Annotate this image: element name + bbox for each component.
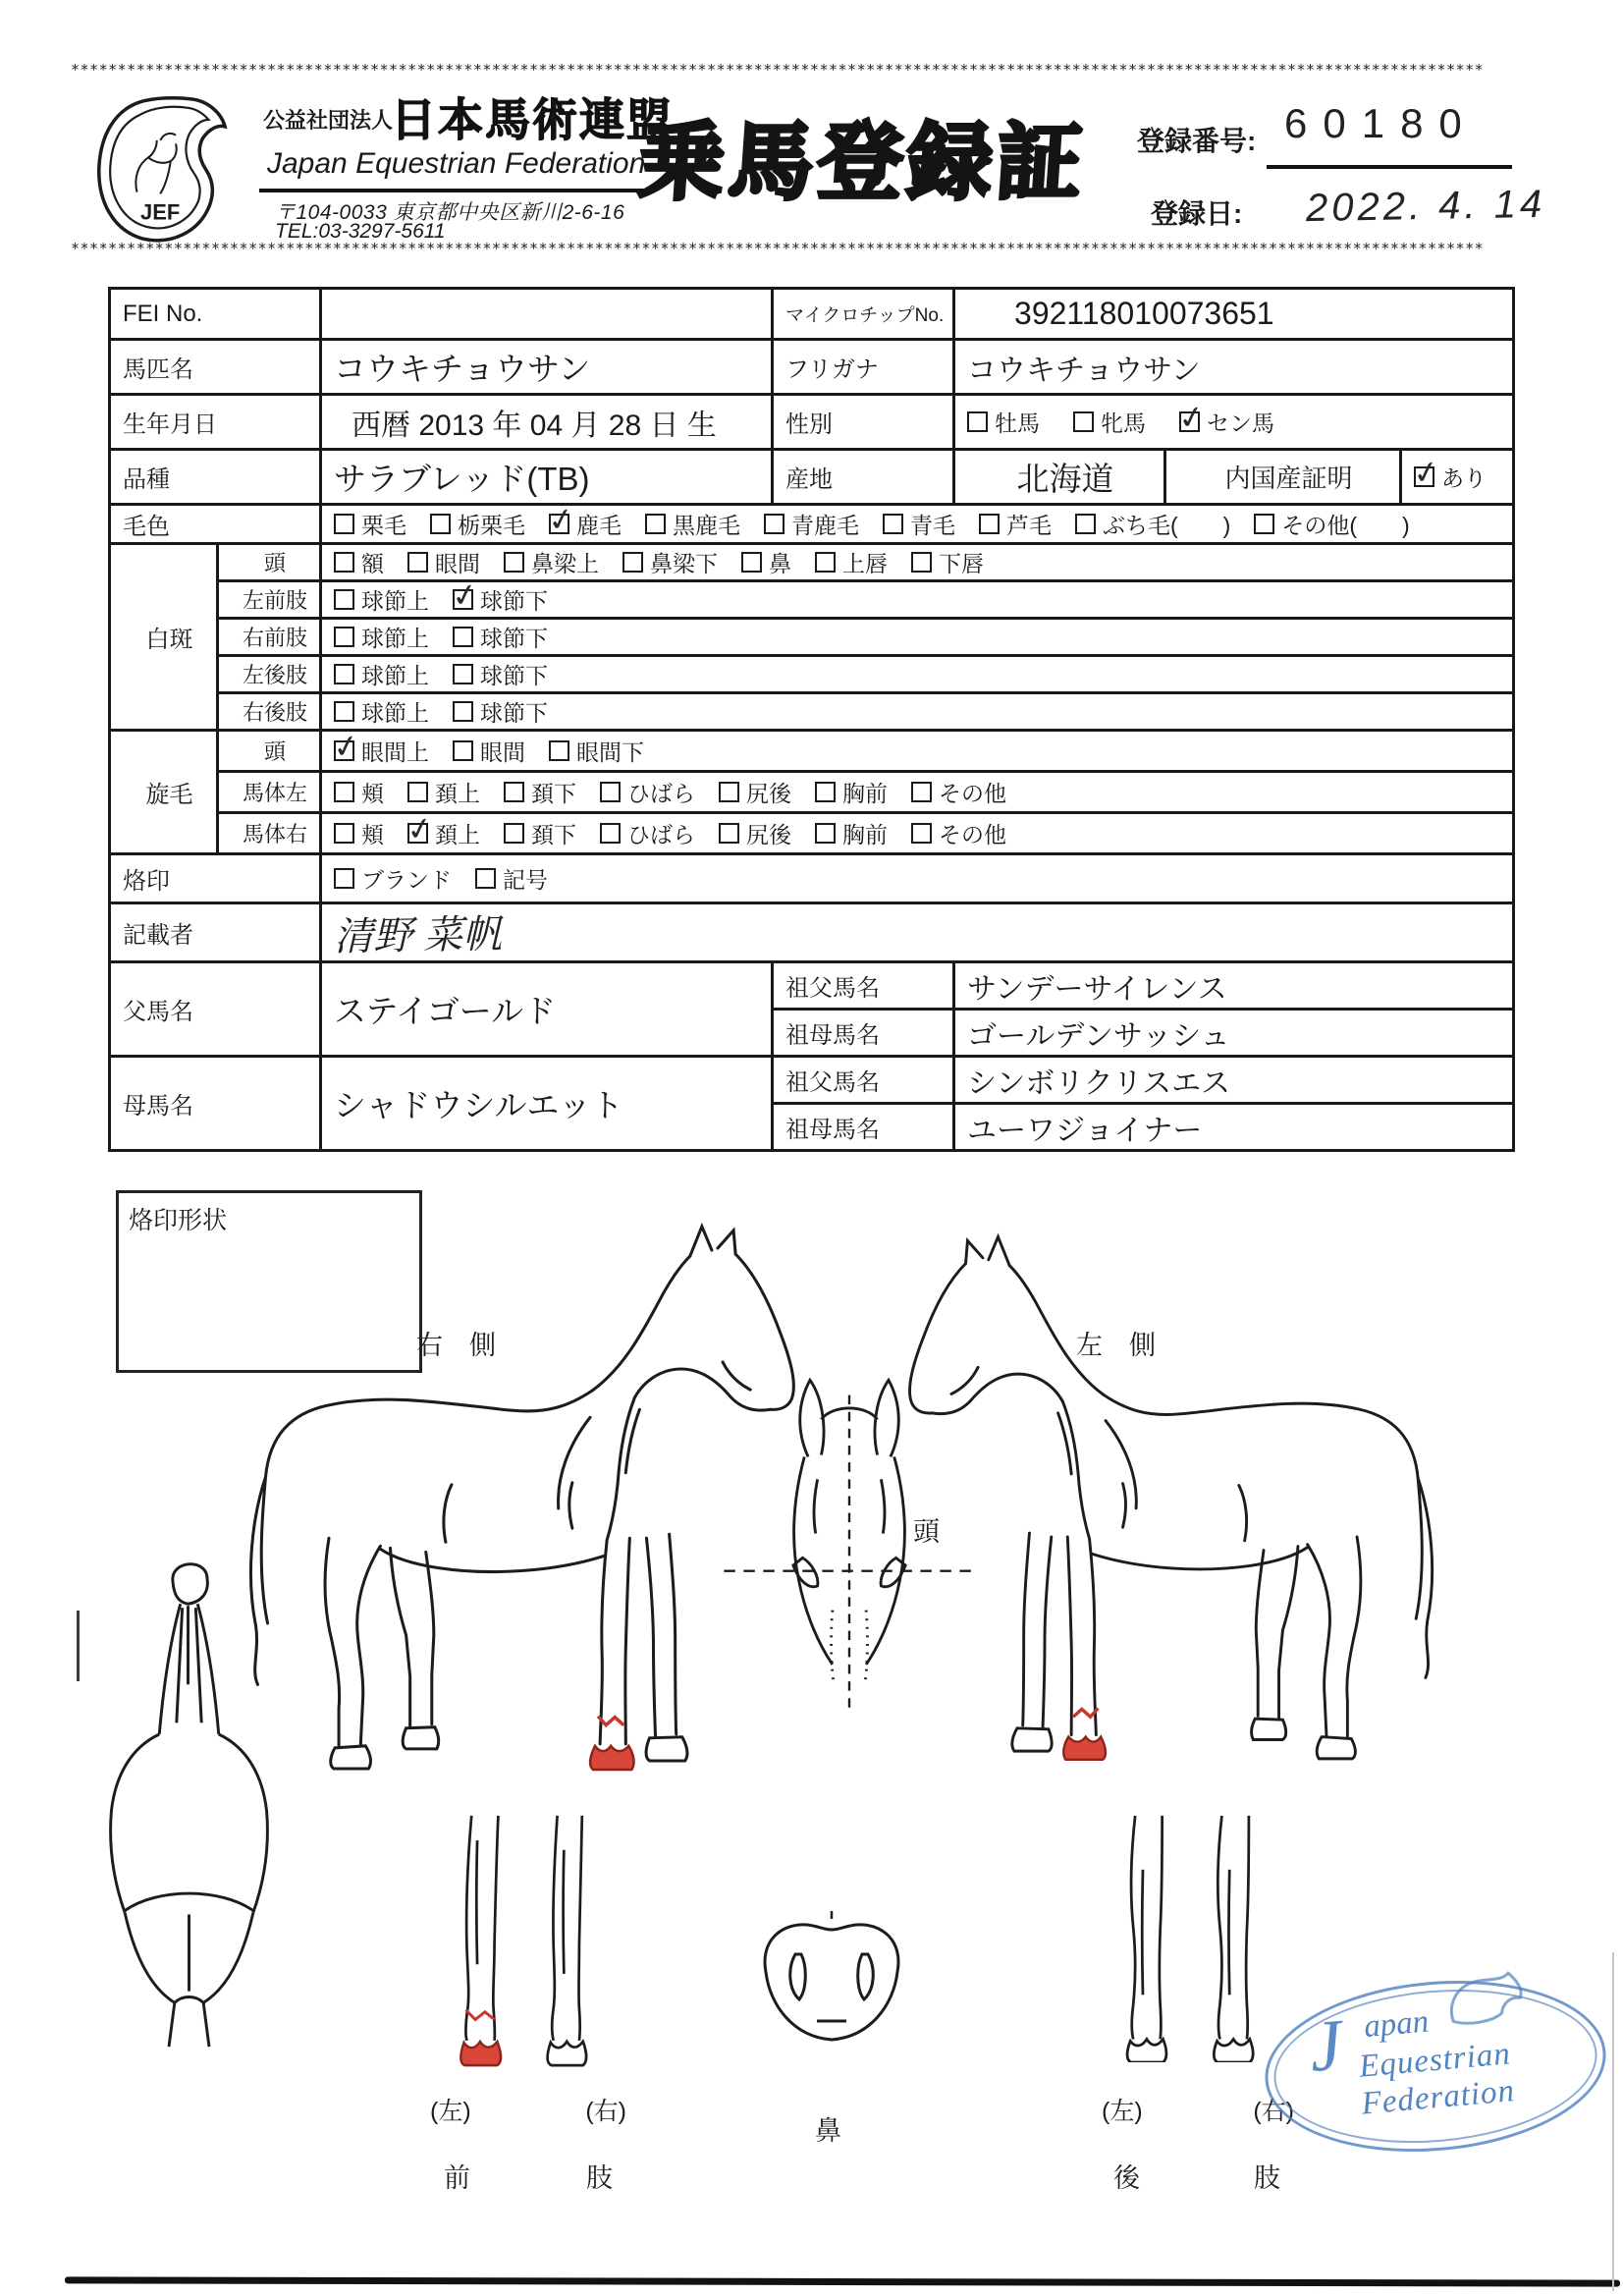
org-prefix: 公益社団法人 [263, 108, 394, 133]
table-row [110, 450, 1514, 505]
checkbox-label: 球節上 [361, 588, 430, 614]
checkbox-checked[interactable] [1179, 411, 1200, 432]
checkbox-label: 眼間 [435, 551, 481, 576]
table-row [110, 340, 1514, 395]
checkbox-unchecked[interactable] [622, 552, 643, 573]
checkbox-unchecked[interactable] [1254, 514, 1274, 534]
checkbox-unchecked[interactable] [453, 664, 473, 684]
brand-options [321, 854, 1514, 903]
checkbox-option[interactable] [334, 621, 429, 653]
left-fore-hoof-marking [460, 2042, 501, 2065]
checkbox-option[interactable] [600, 817, 695, 849]
checkbox-label: 胸前 [842, 822, 889, 847]
checkbox-label: 胸前 [842, 781, 889, 806]
checkbox-option[interactable] [475, 862, 548, 895]
checkbox-unchecked[interactable] [334, 552, 354, 573]
checkbox-option[interactable] [334, 776, 384, 808]
checkbox-option[interactable] [453, 735, 525, 767]
table-row [110, 619, 1514, 656]
checkbox-label: 眼間下 [576, 739, 645, 765]
checkbox-label: その他 [939, 822, 1007, 847]
registration-number-underline [1267, 165, 1512, 169]
table-row [110, 693, 1514, 731]
checkbox-option[interactable] [504, 817, 576, 849]
right-side-view-label: 右 側 [416, 1331, 496, 1360]
checkbox-option[interactable] [334, 508, 406, 540]
front-limb-label: 前 [444, 2163, 470, 2193]
checkbox-option[interactable] [504, 546, 599, 578]
microchip-value: 392118010073651 [954, 289, 1514, 340]
checkbox-option[interactable] [883, 508, 955, 540]
checkbox-label: その他 [939, 781, 1007, 806]
brand-label: 烙印 [110, 854, 321, 903]
checkbox-label: 芦毛 [1006, 513, 1053, 538]
checkbox-label: 球節下 [480, 663, 549, 688]
checkbox-option[interactable] [622, 546, 718, 578]
checkbox-label: 頚下 [531, 781, 577, 806]
checkbox-unchecked[interactable] [741, 552, 762, 573]
checkbox-label: 上唇 [842, 551, 889, 576]
checkbox-unchecked[interactable] [453, 627, 473, 647]
checkbox-label: 尻後 [746, 781, 792, 806]
checkbox-option[interactable] [1254, 508, 1409, 540]
checkbox-label: 球節下 [480, 700, 549, 726]
checkbox-label: 下唇 [939, 551, 985, 576]
checkbox-unchecked[interactable] [334, 823, 354, 844]
checkbox-option[interactable] [1073, 406, 1146, 438]
checkbox-unchecked[interactable] [600, 823, 621, 844]
grandsire-label: 祖父馬名 [773, 1057, 954, 1104]
checkbox-unchecked[interactable] [453, 740, 473, 761]
checkbox-option[interactable] [645, 508, 740, 540]
checkbox-label: 牝馬 [1101, 410, 1147, 436]
checkbox-label: 鼻梁下 [650, 551, 719, 576]
table-row [110, 962, 1514, 1010]
checkbox-unchecked[interactable] [334, 627, 354, 647]
checkbox-option[interactable] [979, 508, 1052, 540]
checkbox-option[interactable] [719, 776, 791, 808]
checkbox-option[interactable] [911, 546, 984, 578]
domestic-cert-options [1401, 450, 1514, 505]
checkbox-label: ひばら [627, 822, 696, 847]
checkbox-option[interactable] [815, 546, 888, 578]
white-markings-row-label: 頭 [218, 544, 321, 581]
checkbox-unchecked[interactable] [967, 411, 988, 432]
checkbox-unchecked[interactable] [764, 514, 784, 534]
dam-label: 母馬名 [110, 1057, 321, 1151]
checkbox-option[interactable] [407, 817, 480, 849]
table-row [110, 772, 1514, 813]
scan-edge-right [1612, 1952, 1614, 2291]
origin-label: 産地 [773, 450, 954, 505]
checkbox-unchecked[interactable] [407, 782, 428, 802]
table-row [110, 395, 1514, 450]
granddam-label: 祖母馬名 [773, 1010, 954, 1057]
checkbox-option[interactable] [453, 658, 548, 690]
checkbox-option[interactable] [911, 817, 1006, 849]
checkbox-option[interactable] [1075, 508, 1230, 540]
scan-artifact-line [77, 1611, 80, 1681]
checkbox-label: 球節下 [480, 626, 549, 651]
checkbox-unchecked[interactable] [334, 701, 354, 722]
whorls-row-label: 頭 [218, 731, 321, 772]
checkbox-label: 栃栗毛 [458, 513, 526, 538]
certificate-title: 乗馬登録証 [636, 116, 1090, 210]
checkbox-unchecked[interactable] [475, 868, 496, 889]
white-markings-options [321, 619, 1514, 656]
hind-limb-label: 後 [1113, 2163, 1140, 2193]
checkbox-checked[interactable] [453, 589, 473, 610]
checkbox-label: 頚上 [435, 781, 481, 806]
checkbox-label: 球節上 [361, 663, 430, 688]
table-row [110, 903, 1514, 962]
checkbox-unchecked[interactable] [719, 782, 739, 802]
checkbox-label: 鼻 [769, 551, 792, 576]
recorder-signature: 清野 菜帆 [333, 912, 503, 959]
stamp-initial: J [1306, 2004, 1346, 2088]
sire-sire-value: サンデーサイレンス [954, 962, 1514, 1010]
checkbox-unchecked[interactable] [979, 514, 1000, 534]
whorls-row-label: 馬体右 [218, 813, 321, 854]
checkbox-unchecked[interactable] [504, 552, 524, 573]
checkbox-option[interactable] [407, 546, 480, 578]
table-row [110, 813, 1514, 854]
white-markings-options [321, 544, 1514, 581]
stamp-saddle-icon [1439, 1967, 1533, 2034]
checkbox-checked[interactable] [334, 740, 354, 761]
checkbox-unchecked[interactable] [911, 823, 932, 844]
checkbox-label: セン馬 [1207, 410, 1275, 436]
hind-limb-label: 肢 [1254, 2163, 1280, 2193]
left-side-view-label: 左 側 [1076, 1331, 1156, 1360]
checkbox-unchecked[interactable] [719, 823, 739, 844]
hind-right-label: (右) [1253, 2098, 1294, 2125]
whorls-options [321, 772, 1514, 813]
hind-left-label: (左) [1102, 2098, 1143, 2125]
table-row [110, 289, 1514, 340]
sire-value: ステイゴールド [321, 962, 773, 1057]
checkbox-unchecked[interactable] [911, 782, 932, 802]
checkbox-label: 球節下 [480, 588, 549, 614]
front-limb-label: 肢 [586, 2163, 613, 2193]
checkbox-option[interactable] [815, 776, 888, 808]
table-row [110, 731, 1514, 772]
checkbox-option[interactable] [453, 695, 548, 728]
checkbox-option[interactable] [764, 508, 859, 540]
coat-options [321, 505, 1514, 544]
checkbox-checked[interactable] [407, 823, 428, 844]
white-markings-row-label: 右後肢 [218, 693, 321, 731]
checkbox-label: ブランド [361, 867, 453, 893]
checkbox-unchecked[interactable] [815, 552, 836, 573]
checkbox-label: あり [1441, 465, 1488, 491]
whorls-row-label: 馬体左 [218, 772, 321, 813]
microchip-label: マイクロチップNo. [773, 289, 954, 340]
logo-jef-text: JEF [140, 199, 181, 225]
checkbox-option[interactable] [334, 862, 452, 895]
checkbox-label: ぶち毛( ) [1103, 513, 1231, 538]
checkbox-unchecked[interactable] [334, 868, 354, 889]
checkbox-label: 頬 [361, 781, 385, 806]
birthdate-value: 西暦 2013 年 04 月 28 日 生 [321, 395, 773, 450]
checkbox-unchecked[interactable] [504, 823, 524, 844]
separator-asterisks-top: ******************************************************************************************************************************************************* [71, 61, 1485, 79]
checkbox-option[interactable] [334, 658, 429, 690]
checkbox-label: 球節上 [361, 626, 430, 651]
left-fore-marking [1063, 1737, 1106, 1760]
white-markings-row-label: 左前肢 [218, 581, 321, 619]
registration-number-label: 登録番号: [1137, 126, 1257, 156]
checkbox-option[interactable] [334, 817, 384, 849]
org-address: 〒104-0033 東京都中央区新川2-6-16 [275, 201, 625, 224]
furigana-label: フリガナ [773, 340, 954, 395]
checkbox-unchecked[interactable] [645, 514, 666, 534]
white-markings-group-label: 白斑 [110, 544, 218, 731]
checkbox-unchecked[interactable] [815, 823, 836, 844]
checkbox-label: 青鹿毛 [791, 513, 860, 538]
org-tel: TEL:03-3297-5611 [275, 220, 446, 243]
checkbox-checked[interactable] [1414, 466, 1434, 487]
sex-options [954, 395, 1514, 450]
registration-date-value: 2022. 4. 14 [1305, 182, 1546, 231]
checkbox-label: 鼻梁上 [531, 551, 600, 576]
sire-label: 父馬名 [110, 962, 321, 1057]
separator-asterisks-bottom: ******************************************************************************************************************************************************* [71, 240, 1485, 257]
table-row [110, 854, 1514, 903]
fei-value [321, 289, 773, 340]
checkbox-label: 頚下 [531, 822, 577, 847]
whorls-group-label: 旋毛 [110, 731, 218, 854]
horse-name-value: コウキチョウサン [321, 340, 773, 395]
checkbox-option[interactable] [334, 695, 429, 728]
checkbox-label: 尻後 [746, 822, 792, 847]
checkbox-unchecked[interactable] [549, 740, 569, 761]
checkbox-unchecked[interactable] [334, 514, 354, 534]
checkbox-label: 黒鹿毛 [673, 513, 741, 538]
stamp-line1: apan [1362, 2003, 1431, 2046]
checkbox-option[interactable] [334, 546, 384, 578]
checkbox-label: ひばら [627, 781, 696, 806]
furigana-value: コウキチョウサン [954, 340, 1514, 395]
checkbox-label: 眼間 [480, 739, 526, 765]
org-underline [259, 189, 644, 192]
white-markings-options [321, 693, 1514, 731]
white-markings-row-label: 右前肢 [218, 619, 321, 656]
checkbox-unchecked[interactable] [504, 782, 524, 802]
checkbox-label: 鹿毛 [576, 513, 622, 538]
fei-label: FEI No. [110, 289, 321, 340]
dam-sire-value: シンボリクリスエス [954, 1057, 1514, 1104]
white-markings-row-label: 左後肢 [218, 656, 321, 693]
breed-label: 品種 [110, 450, 321, 505]
federation-stamp [1258, 1967, 1613, 2165]
stamp-line2: Equestrian [1357, 2036, 1513, 2085]
checkbox-option[interactable] [453, 621, 548, 653]
checkbox-option[interactable] [430, 508, 525, 540]
sex-label: 性別 [773, 395, 954, 450]
checkbox-label: 額 [361, 551, 385, 576]
horse-name-label: 馬匹名 [110, 340, 321, 395]
table-row [110, 505, 1514, 544]
checkbox-option[interactable] [1179, 406, 1274, 438]
brand-shape-label: 烙印形状 [129, 1207, 228, 1234]
table-row [110, 1057, 1514, 1104]
checkbox-unchecked[interactable] [883, 514, 903, 534]
checkbox-unchecked[interactable] [1073, 411, 1094, 432]
sire-dam-value: ゴールデンサッシュ [954, 1010, 1514, 1057]
checkbox-unchecked[interactable] [815, 782, 836, 802]
granddam-label: 祖母馬名 [773, 1104, 954, 1151]
checkbox-unchecked[interactable] [1075, 514, 1096, 534]
checkbox-label: 頚上 [435, 822, 481, 847]
checkbox-checked[interactable] [549, 514, 569, 534]
checkbox-unchecked[interactable] [430, 514, 451, 534]
checkbox-option[interactable] [815, 817, 888, 849]
horse-top-view-diagram [88, 1537, 290, 2052]
checkbox-option[interactable] [334, 583, 429, 616]
front-right-label: (右) [585, 2098, 626, 2125]
checkbox-label: 青毛 [910, 513, 956, 538]
checkbox-option[interactable] [1414, 461, 1487, 493]
checkbox-label: 栗毛 [361, 513, 407, 538]
checkbox-unchecked[interactable] [911, 552, 932, 573]
jef-logo [84, 90, 240, 246]
checkbox-option[interactable] [600, 776, 695, 808]
scan-edge-bottom [65, 2276, 1620, 2286]
birthdate-label: 生年月日 [110, 395, 321, 450]
checkbox-option[interactable] [719, 817, 791, 849]
horse-head-front-diagram [692, 1367, 1006, 1722]
checkbox-option[interactable] [334, 735, 429, 767]
whorls-options [321, 731, 1514, 772]
nose-diagram [748, 1910, 915, 2069]
checkbox-label: 記号 [503, 867, 549, 893]
checkbox-label: その他( ) [1281, 513, 1410, 538]
registration-number-value: 60180 [1284, 100, 1478, 146]
checkbox-unchecked[interactable] [600, 782, 621, 802]
front-legs-diagram [437, 1812, 619, 2069]
dam-value: シャドウシルエット [321, 1057, 773, 1151]
checkbox-label: 牡馬 [995, 410, 1041, 436]
table-row [110, 656, 1514, 693]
recorder-label: 記載者 [110, 903, 321, 962]
left-fore-marking [590, 1746, 633, 1770]
whorls-options [321, 813, 1514, 854]
dam-dam-value: ユーワジョイナー [954, 1104, 1514, 1151]
checkbox-label: 眼間上 [361, 739, 430, 765]
checkbox-unchecked[interactable] [407, 552, 428, 573]
checkbox-option[interactable] [407, 776, 480, 808]
org-name-en: Japan Equestrian Federation [267, 147, 646, 180]
white-markings-options [321, 656, 1514, 693]
checkbox-option[interactable] [504, 776, 576, 808]
checkbox-label: 球節上 [361, 700, 430, 726]
registration-table [108, 287, 1515, 1152]
checkbox-option[interactable] [453, 583, 548, 616]
checkbox-label: 頬 [361, 822, 385, 847]
grandsire-label: 祖父馬名 [773, 962, 954, 1010]
registration-date-label: 登録日: [1151, 198, 1243, 229]
domestic-cert-label: 内国産証明 [1165, 450, 1401, 505]
checkbox-unchecked[interactable] [334, 589, 354, 610]
white-markings-options [321, 581, 1514, 619]
nose-label: 鼻 [815, 2116, 841, 2146]
coat-label: 毛色 [110, 505, 321, 544]
stamp-line3: Federation [1360, 2073, 1517, 2122]
breed-value: サラブレッド(TB) [321, 450, 773, 505]
checkbox-option[interactable] [911, 776, 1006, 808]
org-name: 日本馬術連盟 [391, 94, 674, 145]
checkbox-unchecked[interactable] [334, 782, 354, 802]
origin-value: 北海道 [954, 450, 1165, 505]
checkbox-option[interactable] [741, 546, 791, 578]
front-left-label: (左) [430, 2098, 471, 2125]
checkbox-option[interactable] [967, 406, 1040, 438]
table-row [110, 581, 1514, 619]
head-view-label: 頭 [913, 1517, 940, 1547]
table-row [110, 544, 1514, 581]
checkbox-option[interactable] [549, 735, 644, 767]
checkbox-unchecked[interactable] [453, 701, 473, 722]
checkbox-option[interactable] [549, 508, 622, 540]
checkbox-unchecked[interactable] [334, 664, 354, 684]
rider-horse-icon [135, 134, 176, 193]
